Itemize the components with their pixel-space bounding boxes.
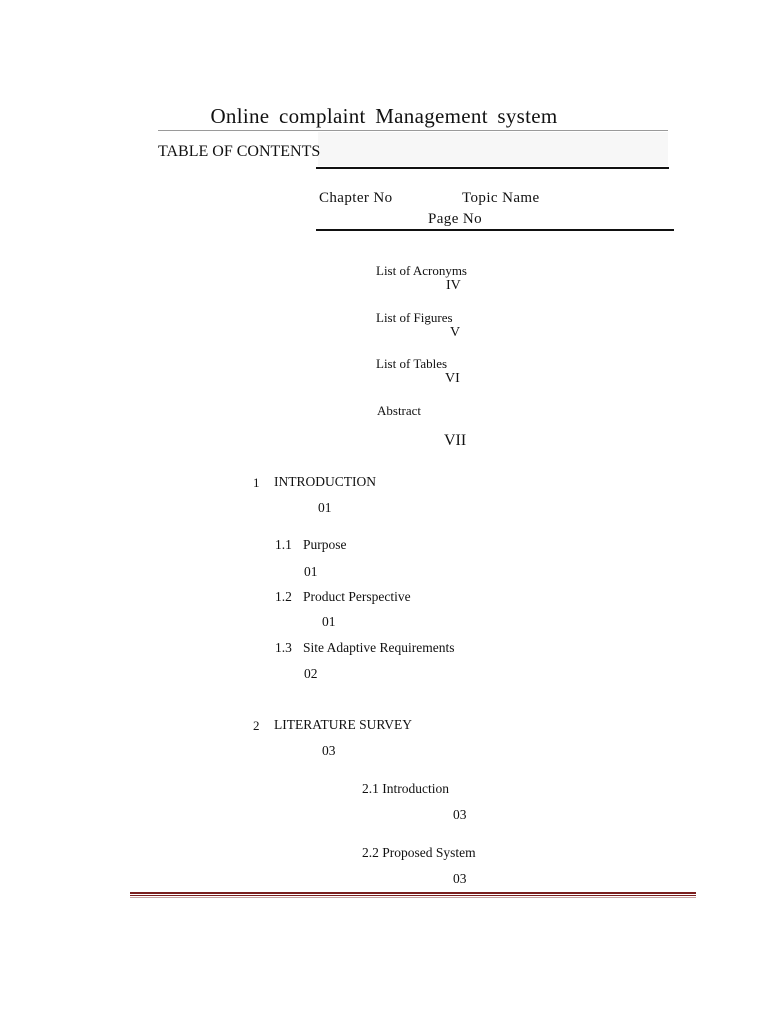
toc-heading: TABLE OF CONTENTS bbox=[158, 143, 321, 160]
toc-heading-shade bbox=[318, 132, 668, 166]
toc-entry-site-adaptive-requirements[interactable]: Site Adaptive Requirements bbox=[303, 640, 455, 655]
column-header-topic-name: Topic Name bbox=[462, 190, 540, 206]
toc-entry-2-1-introduction[interactable]: 2.1 Introduction bbox=[362, 781, 449, 796]
toc-entry-product-perspective[interactable]: Product Perspective bbox=[303, 589, 411, 604]
footer-rule-line-middle bbox=[130, 895, 696, 896]
toc-entry-list-of-tables[interactable]: List of Tables bbox=[376, 356, 448, 371]
section-number-1-3: 1.3 bbox=[275, 640, 292, 655]
toc-page-list-of-tables: VI bbox=[445, 371, 460, 386]
toc-entry-list-of-figures[interactable]: List of Figures bbox=[376, 310, 453, 325]
toc-page-site-adaptive-requirements: 02 bbox=[304, 666, 318, 681]
toc-page-list-of-acronyms: IV bbox=[446, 278, 461, 293]
toc-entry-2-2-proposed-system[interactable]: 2.2 Proposed System bbox=[362, 845, 476, 860]
footer-rule-line-top bbox=[130, 892, 696, 894]
toc-page-abstract: VII bbox=[444, 432, 467, 449]
toc-entry-list-of-acronyms[interactable]: List of Acronyms bbox=[376, 263, 467, 278]
toc-page-chapter-literature-survey: 03 bbox=[322, 743, 336, 758]
footer-rule-line-bottom bbox=[130, 897, 696, 898]
toc-entry-abstract[interactable]: Abstract bbox=[377, 403, 422, 418]
section-number-1-2: 1.2 bbox=[275, 589, 292, 604]
footer-rule bbox=[130, 892, 696, 898]
document-title: Online complaint Management system bbox=[210, 104, 558, 128]
toc-page-chapter-introduction: 01 bbox=[318, 500, 332, 515]
title-underline bbox=[158, 130, 668, 131]
toc-page-product-perspective: 01 bbox=[322, 614, 336, 629]
toc-entry-purpose[interactable]: Purpose bbox=[303, 537, 347, 552]
toc-page-purpose: 01 bbox=[304, 564, 318, 579]
toc-entry-chapter-introduction[interactable]: INTRODUCTION bbox=[274, 474, 376, 489]
chapter-number-1: 1 bbox=[253, 475, 260, 490]
section-number-1-1: 1.1 bbox=[275, 537, 292, 552]
toc-page-2-2-proposed-system: 03 bbox=[453, 871, 467, 886]
column-header-page-no: Page No bbox=[428, 211, 483, 227]
toc-page-list-of-figures: V bbox=[450, 325, 461, 340]
chapter-number-2: 2 bbox=[253, 718, 260, 733]
column-header-chapter-no: Chapter No bbox=[319, 190, 393, 206]
toc-entry-chapter-literature-survey[interactable]: LITERATURE SURVEY bbox=[274, 717, 413, 732]
toc-page-2-1-introduction: 03 bbox=[453, 807, 467, 822]
column-header-rule bbox=[316, 229, 674, 231]
toc-heading-rule bbox=[316, 167, 669, 169]
